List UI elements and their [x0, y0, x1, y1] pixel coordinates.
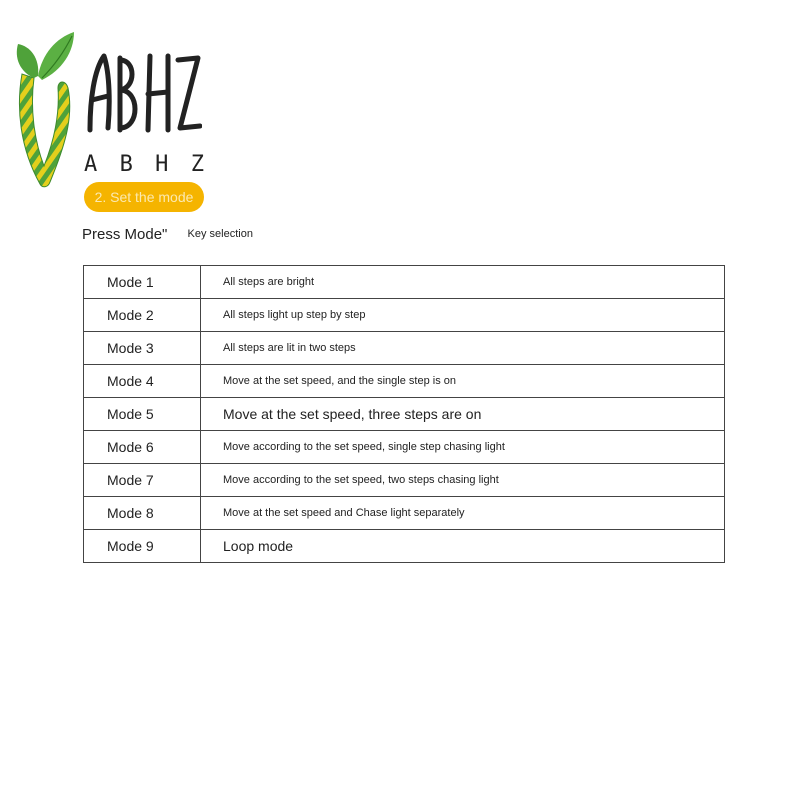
- mode-description: All steps are lit in two steps: [201, 332, 725, 365]
- mode-description: Move according to the set speed, single step chasing light: [201, 431, 725, 464]
- mode-description: All steps are bright: [201, 266, 725, 299]
- table-row: [84, 266, 725, 299]
- brand-letters: [84, 152, 204, 182]
- mode-name: Mode 5: [84, 398, 201, 431]
- key-selection-text: Key selection: [187, 228, 253, 240]
- table-row: [84, 398, 725, 431]
- step-badge: 2. Set the mode: [84, 182, 204, 212]
- table-row: [84, 299, 725, 332]
- mode-description: Move at the set speed, and the single step is on: [201, 365, 725, 398]
- mode-table: [83, 265, 725, 563]
- brand-logo-icon: [12, 28, 78, 190]
- mode-name: Mode 6: [84, 431, 201, 464]
- mode-name: Mode 1: [84, 266, 201, 299]
- table-row: [84, 464, 725, 497]
- mode-name: Mode 2: [84, 299, 201, 332]
- table-row: [84, 365, 725, 398]
- mode-name: Mode 8: [84, 497, 201, 530]
- brand-letter: A: [84, 152, 98, 177]
- brand-letter: H: [155, 152, 169, 177]
- mode-description: All steps light up step by step: [201, 299, 725, 332]
- mode-name: Mode 4: [84, 365, 201, 398]
- mode-description: Move at the set speed and Chase light separately: [201, 497, 725, 530]
- table-row: [84, 497, 725, 530]
- mode-description: Move at the set speed, three steps are on: [201, 398, 725, 431]
- press-mode-text: Press Mode": [82, 226, 168, 243]
- table-row: [84, 431, 725, 464]
- table-row: [84, 332, 725, 365]
- mode-description: Move according to the set speed, two steps chasing light: [201, 464, 725, 497]
- brand-wordmark: [84, 50, 202, 136]
- brand-letter: B: [119, 152, 133, 177]
- brand-letter: Z: [190, 152, 204, 177]
- table-row: [84, 530, 725, 563]
- mode-name: Mode 3: [84, 332, 201, 365]
- mode-description: Loop mode: [201, 530, 725, 563]
- press-instruction: [82, 226, 253, 243]
- mode-name: Mode 7: [84, 464, 201, 497]
- mode-name: Mode 9: [84, 530, 201, 563]
